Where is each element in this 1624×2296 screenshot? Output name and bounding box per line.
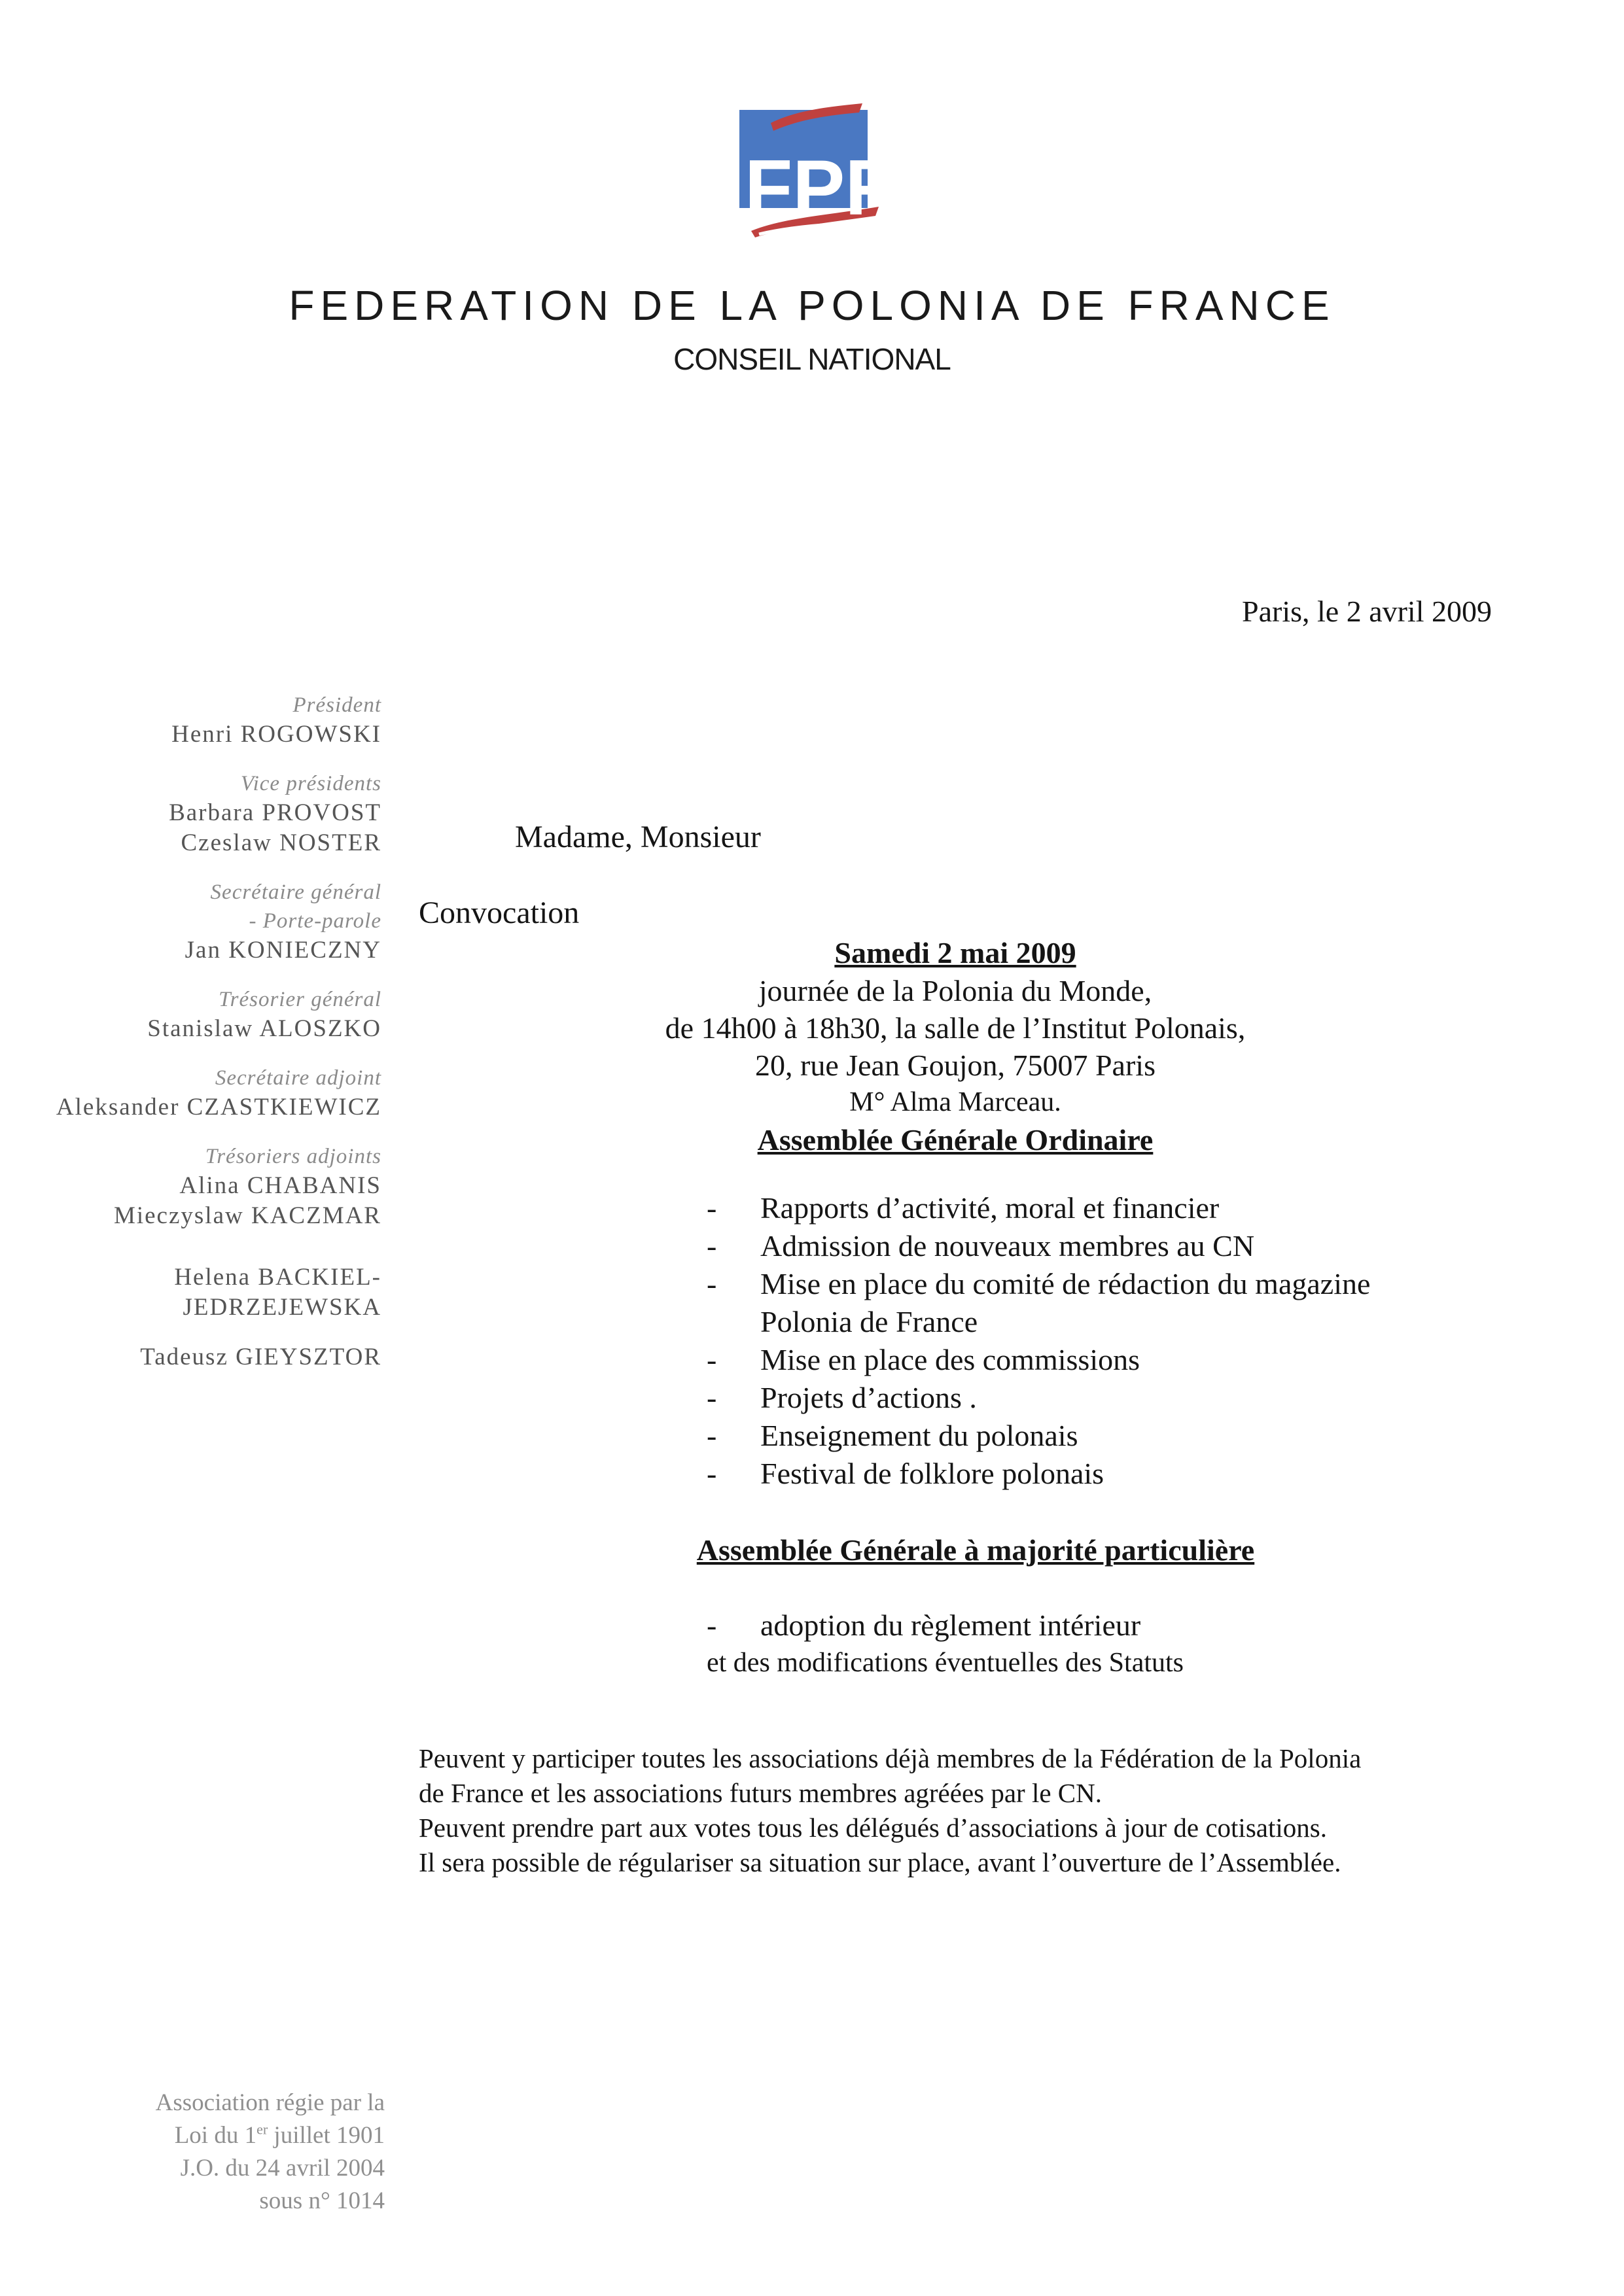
organization-subtitle: CONSEIL NATIONAL <box>673 342 951 376</box>
deputy-secretary-role: Secrétaire adjoint <box>215 1066 381 1090</box>
event-line: journée de la Polonia du Monde, <box>758 974 1152 1007</box>
paragraph-line: de France et les associations futurs membres agréées par le CN. <box>419 1778 1102 1808</box>
treasurer-name: Stanislaw ALOSZKO <box>147 1015 381 1042</box>
member-group <box>0 1262 381 1323</box>
board-sidebar <box>0 691 381 1392</box>
list-item: - Enseignement du polonais <box>707 1419 1078 1452</box>
list-item: - Mise en place du comité de rédaction du magazine <box>707 1267 1371 1300</box>
vice-presidents-group <box>0 769 381 858</box>
member-name: JEDRZEJEWSKA <box>183 1294 381 1321</box>
ordinary-agenda-list <box>707 1189 1518 1493</box>
deputy-secretary-name: Aleksander CZASTKIEWICZ <box>56 1094 381 1121</box>
list-item: - adoption du règlement intérieur <box>707 1609 1141 1642</box>
footer-line: Loi du 1er juillet 1901 <box>174 2121 385 2149</box>
list-item: - Rapports d’activité, moral et financier <box>707 1191 1220 1225</box>
member-name: Tadeusz GIEYSZTOR <box>140 1344 381 1370</box>
legal-footer <box>0 2087 385 2218</box>
secretary-general-role: Secrétaire général <box>210 880 381 904</box>
deputy-treasurer-name: Alina CHABANIS <box>179 1172 381 1199</box>
paragraph-line: Peuvent prendre part aux votes tous les délégués d’associations à jour de cotisations. <box>419 1813 1327 1843</box>
footer-line: J.O. du 24 avril 2004 <box>180 2155 385 2182</box>
salutation: Madame, Monsieur <box>515 820 761 854</box>
deputy-treasurers-role: Trésoriers adjoints <box>205 1145 381 1168</box>
event-details <box>615 934 1296 1160</box>
event-metro: M° Alma Marceau. <box>849 1087 1061 1117</box>
member-group <box>0 1342 381 1372</box>
list-item-continuation: et des modifications éventuelles des Statuts <box>707 1648 1184 1678</box>
deputy-treasurer-name: Mieczyslaw KACZMAR <box>113 1202 381 1229</box>
spokesperson-role: - Porte-parole <box>249 909 381 933</box>
event-date: Samedi 2 mai 2009 <box>834 936 1076 969</box>
participation-paragraph <box>419 1741 1531 1880</box>
deputy-treasurers-group <box>0 1142 381 1231</box>
vice-president-name: Barbara PROVOST <box>169 799 381 826</box>
president-group <box>0 691 381 750</box>
date-line: Paris, le 2 avril 2009 <box>1242 595 1492 628</box>
svg-text:FPF: FPF <box>745 144 890 232</box>
secretary-general-group <box>0 878 381 965</box>
treasurer-role: Trésorier général <box>219 988 381 1011</box>
fpf-logo-icon <box>725 97 890 247</box>
president-role: Président <box>292 693 381 717</box>
footer-line: Association régie par la <box>155 2089 385 2116</box>
list-item-continuation: Polonia de France <box>760 1305 978 1338</box>
event-line: de 14h00 à 18h30, la salle de l’Institut Polonais, <box>665 1011 1246 1045</box>
ordinary-assembly-title: Assemblée Générale Ordinaire <box>757 1123 1154 1157</box>
list-item: - Mise en place des commissions <box>707 1343 1140 1376</box>
vice-presidents-role: Vice présidents <box>240 772 381 795</box>
vice-president-name: Czeslaw NOSTER <box>181 829 381 856</box>
list-item: - Projets d’actions . <box>707 1381 977 1414</box>
list-item: - Admission de nouveaux membres au CN <box>707 1229 1255 1262</box>
convocation-heading: Convocation <box>419 896 580 930</box>
special-assembly-title-row <box>0 1531 1624 1570</box>
member-name: Helena BACKIEL- <box>174 1264 381 1291</box>
secretary-general-name: Jan KONIECZNY <box>185 937 381 964</box>
deputy-secretary-group <box>0 1064 381 1122</box>
list-item: - Festival de folklore polonais <box>707 1457 1104 1490</box>
special-assembly-title: Assemblée Générale à majorité particulière <box>696 1533 1255 1567</box>
event-line: 20, rue Jean Goujon, 75007 Paris <box>755 1049 1156 1082</box>
paragraph-line: Il sera possible de régulariser sa situation sur place, avant l’ouverture de l’Assemblée. <box>419 1847 1341 1877</box>
treasurer-group <box>0 985 381 1044</box>
footer-line: sous n° 1014 <box>259 2187 385 2214</box>
paragraph-line: Peuvent y participer toutes les associations déjà membres de la Fédération de la Polonia <box>419 1743 1362 1773</box>
president-name: Henri ROGOWSKI <box>171 721 381 748</box>
organization-title: FEDERATION DE LA POLONIA DE FRANCE <box>289 282 1335 329</box>
special-agenda-list <box>707 1607 1492 1681</box>
